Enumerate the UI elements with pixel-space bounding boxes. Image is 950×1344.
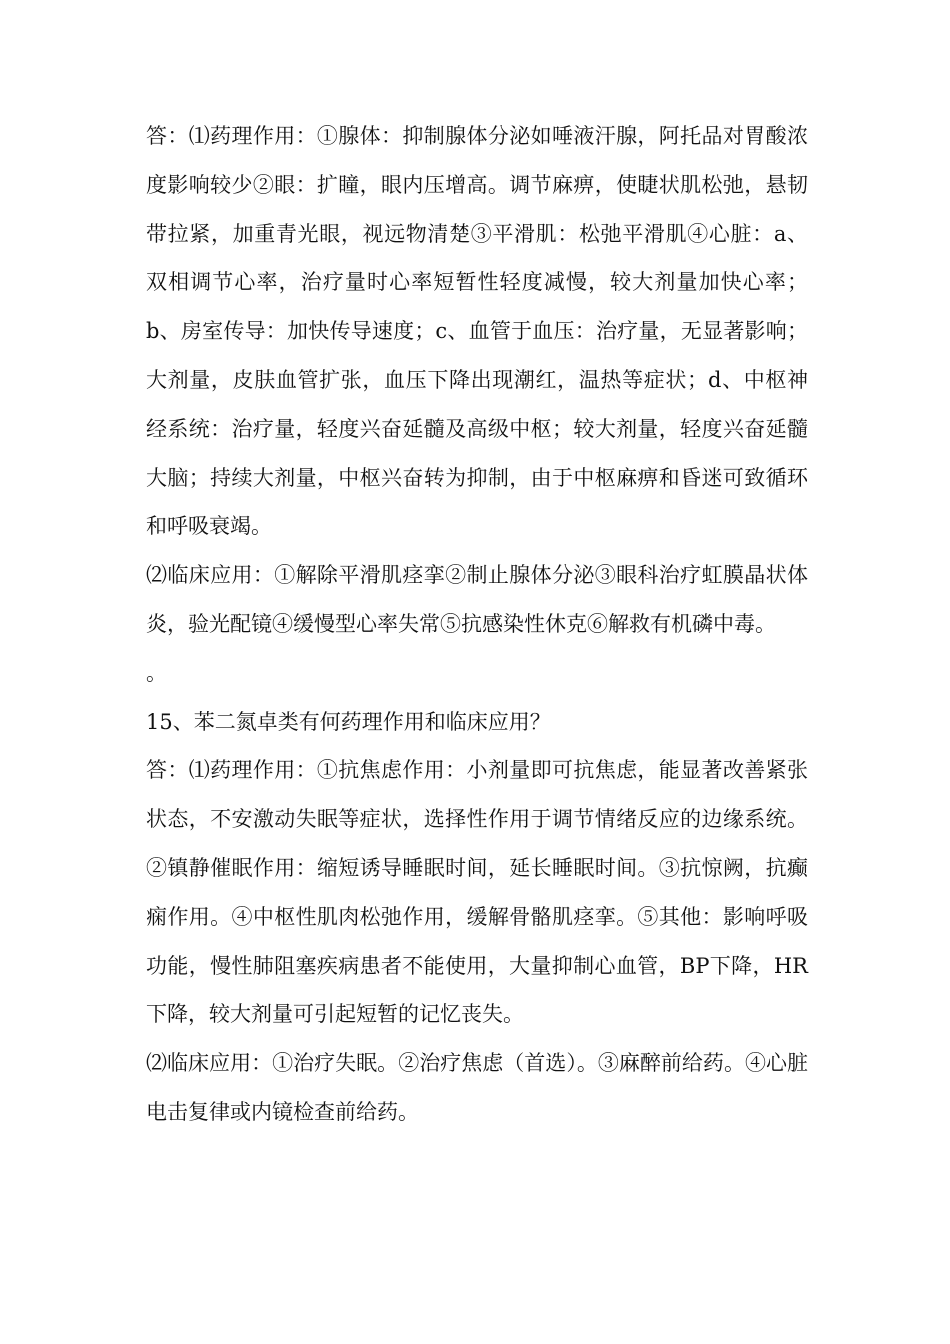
question-15: 15、苯二氮卓类有何药理作用和临床应用？ — [146, 709, 551, 734]
answer-15-clinical-use: ⑵临床应用：①治疗失眠。②治疗焦虑（首选）。③麻醉前给药。④心脏电击复律或内镜检查前给药。 — [146, 1051, 808, 1124]
answer-14-pharmacology: 答：⑴药理作用：①腺体：抑制腺体分泌如唾液汗腺，阿托品对胃酸浓度影响较少②眼：扩瞳，眼内压增高。调节麻痹，使睫状肌松弛，悬韧带拉紧，加重青光眼，视远物清楚③平滑肌：松弛平滑肌④心脏：a、双相调节心率，治疗量时心率短暂性轻度减慢，较大剂量加快心率；b、房室传导：加快传导速度；c、血管于血压：治疗量，无显著影响；大剂量，皮肤血管扩张，血压下降出现潮红，温热等症状；d、中枢神经系统：治疗量，轻度兴奋延髓及高级中枢；较大剂量，轻度兴奋延髓大脑；持续大剂量，中枢兴奋转为抑制，由于中枢麻痹和昏迷可致循环和呼吸衰竭。 — [146, 124, 808, 539]
answer-14-clinical-use: ⑵临床应用：①解除平滑肌痉挛②制止腺体分泌③眼科治疗虹膜晶状体炎，验光配镜④缓慢型心率失常⑤抗感染性休克⑥解救有机磷中毒。 — [146, 563, 808, 636]
answer-15-pharmacology: 答：⑴药理作用：①抗焦虑作用：小剂量即可抗焦虑，能显著改善紧张状态，不安激动失眠等症状，选择性作用于调节情绪反应的边缘系统。②镇静催眠作用：缩短诱导睡眠时间，延长睡眠时间。③抗惊阙，抗癫痫作用。④中枢性肌肉松弛作用，缓解骨骼肌痉挛。⑤其他：影响呼吸功能，慢性肺阻塞疾病患者不能使用，大量抑制心血管，BP下降，HR 下降，较大剂量可引起短暂的记忆丧失。 — [146, 758, 808, 1027]
document-body — [146, 112, 808, 1137]
stray-period: 。 — [146, 660, 167, 685]
